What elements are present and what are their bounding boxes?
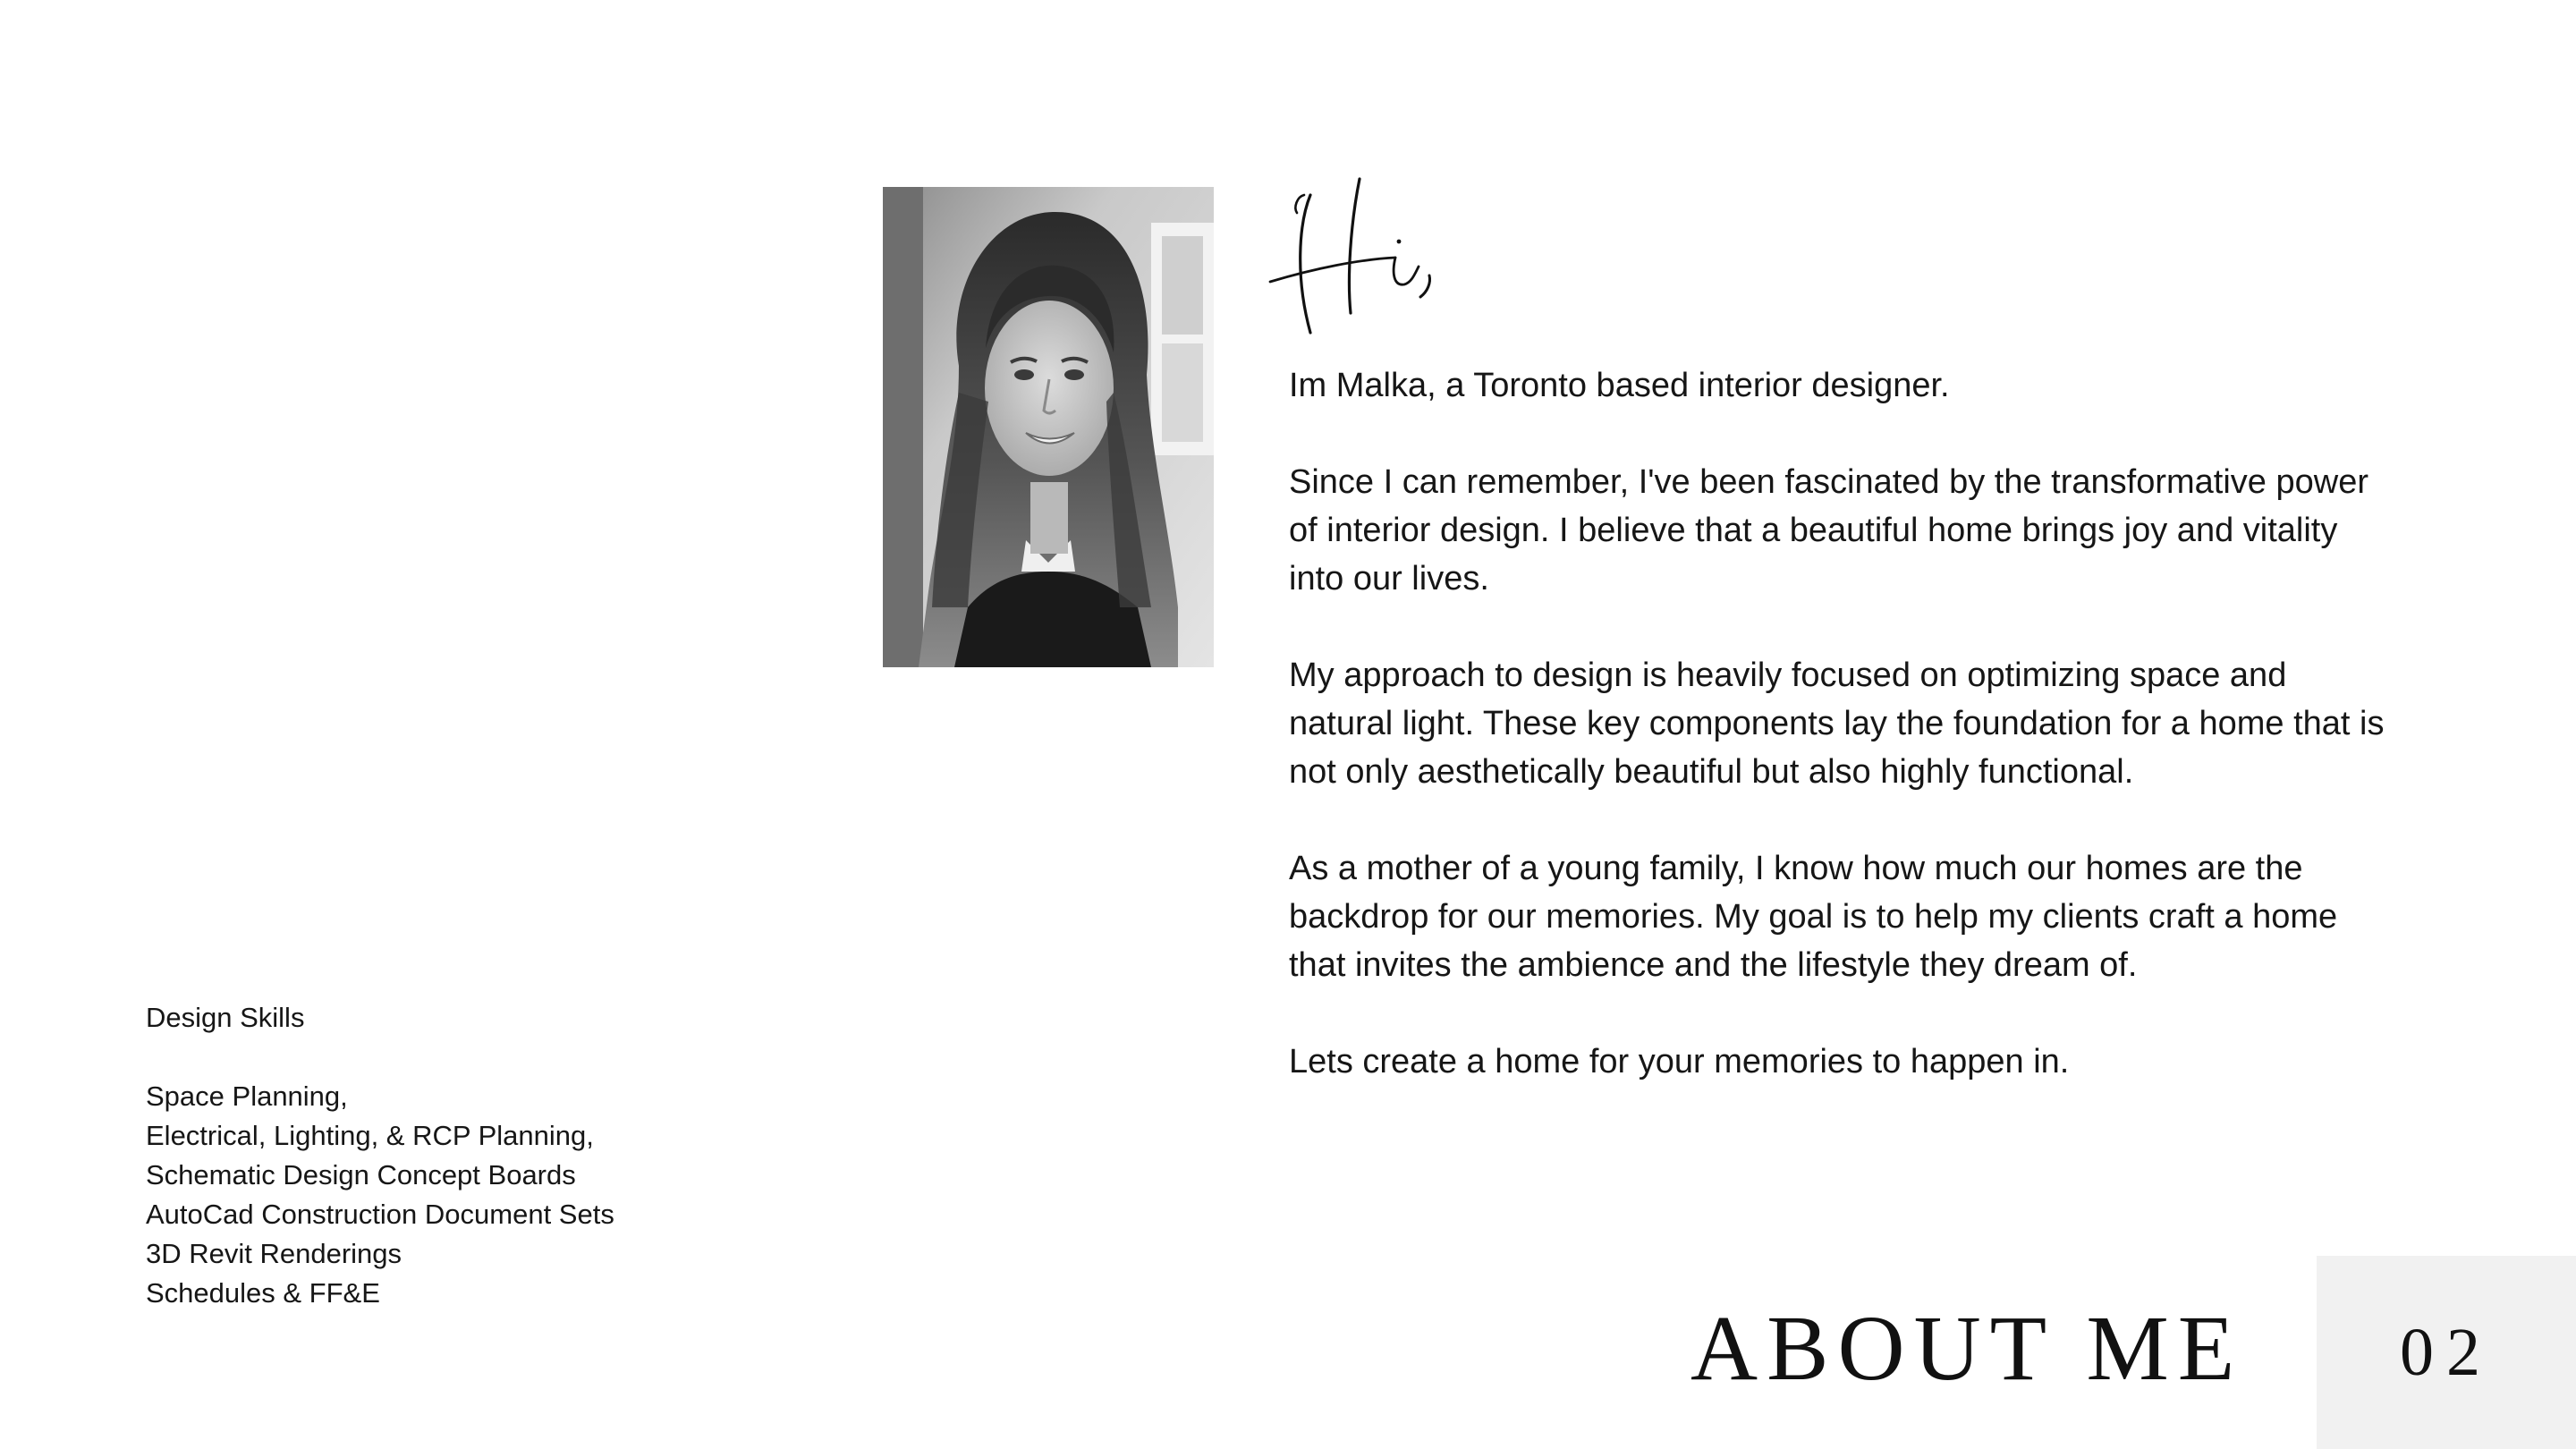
skill-item: 3D Revit Renderings xyxy=(146,1238,402,1269)
skill-item: Electrical, Lighting, & RCP Planning, xyxy=(146,1120,594,1151)
skill-item: Schedules & FF&E xyxy=(146,1277,380,1309)
page-number-box xyxy=(2317,1256,2576,1449)
hi-script-greeting xyxy=(1261,170,1458,340)
bio-text xyxy=(1289,361,2389,1086)
design-skills-section xyxy=(146,998,826,1313)
page-number: 02 xyxy=(2400,1314,2493,1390)
page-title: ABOUT ME xyxy=(1690,1297,2244,1400)
bio-paragraph-fascination: Since I can remember, I've been fascinated by the transformative power of interior design. I believe that a beautiful home brings joy and vitality into our lives. xyxy=(1289,463,2368,597)
skill-item: Space Planning, xyxy=(146,1080,348,1112)
skill-item: Schematic Design Concept Boards xyxy=(146,1159,576,1191)
design-skills-heading: Design Skills xyxy=(146,1002,305,1033)
design-skills-list xyxy=(146,1077,826,1313)
bio-intro: Im Malka, a Toronto based interior designer. xyxy=(1289,367,1950,404)
bio-paragraph-approach: My approach to design is heavily focused on optimizing space and natural light. These key components lay the foundation for a home that is not only aesthetically beautiful but also highly functional. xyxy=(1289,657,2385,791)
bio-paragraph-family: As a mother of a young family, I know how much our homes are the backdrop for our memories. My goal is to help my clients craft a home that invites the ambience and the lifestyle they dream of. xyxy=(1289,850,2338,984)
skill-item: AutoCad Construction Document Sets xyxy=(146,1199,614,1230)
bio-closing: Lets create a home for your memories to happen in. xyxy=(1289,1043,2070,1080)
portrait-photo xyxy=(883,187,1214,667)
